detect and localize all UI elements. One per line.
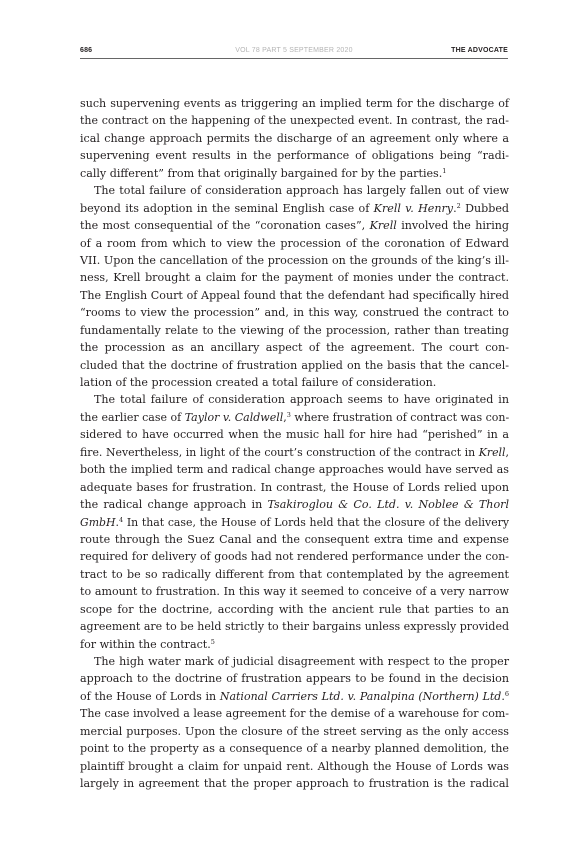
text-line: VII. Upon the cancellation of the procession on the grounds of the king’s ill- <box>80 253 509 267</box>
footnote-ref: 4 <box>118 515 124 524</box>
text-line: for within the contract.$^5$ <box>80 637 215 651</box>
text-line: the radical change approach in Tsakiroglou & Co. Ltd. v. Noblee & Thorl <box>80 498 509 512</box>
text-line: cluded that the doctrine of frustration applied on the basis that the cancel- <box>80 358 509 372</box>
text-line: such supervening events as triggering an implied term for the discharge of <box>80 97 509 110</box>
header-rule <box>80 58 508 59</box>
text-line: tract to be so radically different from that contemplated by the agreement <box>80 567 509 581</box>
text-line: agreement are to be held strictly to their bargains unless expressly provided <box>80 620 509 634</box>
case-name: Krell <box>478 445 506 459</box>
text-line: route through the Suez Canal and the consequent extra time and expense <box>80 532 509 546</box>
text-line: The English Court of Appeal found that the defendant had specifically hired <box>80 288 509 302</box>
footnote-ref: 1 <box>442 166 447 175</box>
text-line: The total failure of consideration approach has largely fallen out of view <box>94 184 509 198</box>
text-line: beyond its adoption in the seminal English case of Krell v. Henry.$^2$ Dubbed <box>80 201 509 215</box>
text-line: adequate bases for frustration. In contrast, the House of Lords relied upon <box>80 480 509 494</box>
case-name: National Carriers Ltd. v. Panalpina (Northern) Ltd <box>219 689 502 703</box>
case-name: GmbH <box>80 515 116 529</box>
journal-title: THE ADVOCATE <box>451 47 508 54</box>
text-line: mercial purposes. Upon the closure of the street serving as the only access <box>80 724 509 738</box>
text-line: the contract on the happening of the unexpected event. In contrast, the rad- <box>80 114 509 128</box>
footnote-ref: 5 <box>210 637 215 646</box>
page-number: 686 <box>80 47 93 54</box>
case-name: Tsakiroglou & Co. Ltd. v. Noblee & Thorl <box>267 498 509 512</box>
text-line: the most consequential of the “coronation cases”, Krell involved the hiring <box>80 219 509 233</box>
article-body <box>80 95 509 793</box>
volume-info: VOL 78 PART 5 SEPTEMBER 2020 <box>235 47 353 54</box>
case-name: Krell <box>369 219 397 233</box>
case-name: Taylor v. Caldwell <box>184 410 284 424</box>
text-line: largely in agreement that the proper approach to frustration is the radical <box>80 777 509 791</box>
text-line: The case involved a lease agreement for the demise of a warehouse for com- <box>80 707 509 721</box>
text-line: plaintiff brought a claim for unpaid rent. Although the House of Lords was <box>80 759 509 773</box>
case-name: Krell v. Henry <box>373 201 454 215</box>
text-line: scope for the doctrine, according with the ancient rule that parties to an <box>80 602 509 616</box>
text-line: to amount to frustration. In this way it seemed to conceive of a very narrow <box>80 585 509 599</box>
text-line: ness, Krell brought a claim for the payment of monies under the contract. <box>80 271 509 285</box>
text-line: point to the property as a consequence of a nearby planned demolition, the <box>80 742 509 756</box>
text-line: The total failure of consideration approach seems to have originated in <box>94 393 509 407</box>
text-line: lation of the procession created a total failure of consideration. <box>80 376 437 389</box>
footnote-ref: 6 <box>504 689 509 698</box>
text-line: of the House of Lords in National Carriers Ltd. v. Panalpina (Northern) Ltd.$^6$ <box>80 689 509 703</box>
text-line: ical change approach permits the discharge of an agreement only where a <box>80 131 509 145</box>
footnote-ref: 2 <box>456 201 461 210</box>
text-line: sidered to have occurred when the music hall for hire had “perished” in a <box>80 428 509 442</box>
text-line: approach to the doctrine of frustration appears to be found in the decision <box>80 672 509 686</box>
text-line: fire. Nevertheless, in light of the court’s construction of the contract in Krell, <box>80 445 509 459</box>
text-line: the earlier case of Taylor v. Caldwell,$^3$ where frustration of contract was con- <box>80 410 510 424</box>
text-line: The high water mark of judicial disagreement with respect to the proper <box>94 655 509 668</box>
text-line: required for delivery of goods had not rendered performance under the con- <box>80 550 509 564</box>
text-line: supervening event results in the performance of obligations being “radi- <box>80 149 509 163</box>
footnote-ref: 3 <box>286 410 291 419</box>
text-line: fundamentally relate to the viewing of the procession, rather than treating <box>80 323 509 337</box>
text-line: both the implied term and radical change approaches would have served as <box>80 463 509 477</box>
text-line: cally different” from that originally bargained for by the parties.$^1$ <box>80 166 447 180</box>
running-header <box>80 47 508 57</box>
text-line: the procession as an ancillary aspect of the agreement. The court con- <box>80 341 509 355</box>
text-line: “rooms to view the procession” and, in this way, construed the contract to <box>80 306 509 320</box>
text-line: of a room from which to view the procession of the coronation of Edward <box>80 236 509 250</box>
text-line: GmbH.$^4$ In that case, the House of Lords held that the closure of the delivery <box>80 515 509 529</box>
